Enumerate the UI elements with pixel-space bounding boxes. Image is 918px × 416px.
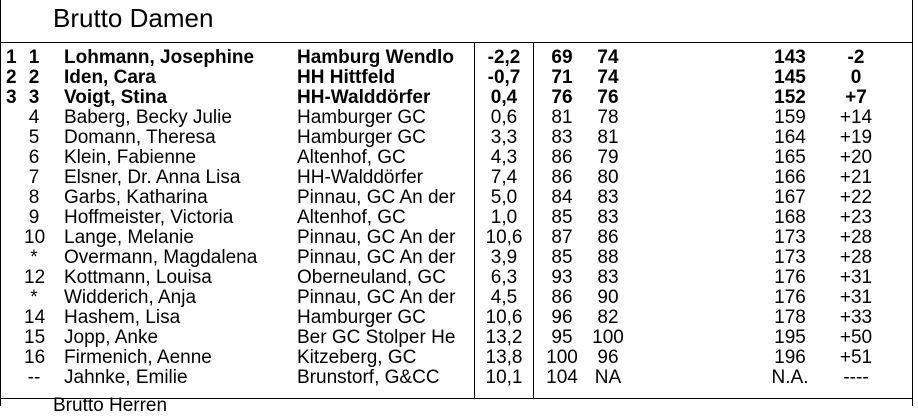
table-row	[0, 108, 918, 128]
round2-score: 78	[597, 107, 619, 128]
rank-cell: 3	[6, 87, 17, 108]
handicap-cell: 0,4	[490, 87, 518, 108]
to-par-score: +7	[845, 87, 867, 108]
club-name: Hamburg Wendlo	[297, 48, 454, 68]
round2-score: 74	[597, 47, 619, 68]
handicap-cell: 4,5	[490, 287, 518, 308]
rank-cell: 1	[6, 47, 17, 68]
round1-score: 100	[546, 347, 578, 368]
to-par-score: +22	[839, 187, 873, 208]
to-par-score: 0	[850, 67, 862, 88]
total-score: 145	[774, 67, 806, 88]
position-cell: 2	[28, 67, 40, 88]
round2-score: 79	[597, 147, 619, 168]
handicap-cell: -2,2	[487, 47, 521, 68]
table-row	[0, 148, 918, 168]
player-name: Voigt, Stina	[64, 88, 168, 108]
round1-score: 69	[551, 47, 573, 68]
handicap-cell: 13,8	[485, 347, 523, 368]
position-cell: 16	[24, 347, 46, 368]
table-row	[0, 208, 918, 228]
club-name: Altenhof, GC	[297, 208, 406, 228]
player-name: Garbs, Katharina	[64, 188, 208, 208]
club-name: Brunstorf, G&CC	[297, 368, 440, 388]
total-score: 165	[774, 147, 806, 168]
round1-score: 87	[551, 227, 573, 248]
handicap-cell: 13,2	[485, 327, 523, 348]
player-name: Hoffmeister, Victoria	[64, 208, 234, 228]
total-score: 176	[774, 267, 806, 288]
player-name: Overmann, Magdalena	[64, 248, 258, 268]
position-cell: *	[30, 287, 38, 308]
handicap-cell: 3,3	[490, 127, 518, 148]
player-name: Hashem, Lisa	[64, 308, 181, 328]
handicap-cell: 1,0	[490, 207, 518, 228]
player-name: Widderich, Anja	[64, 288, 197, 308]
to-par-score: +28	[839, 247, 873, 268]
table-row	[0, 228, 918, 248]
position-cell: 9	[28, 207, 40, 228]
position-cell: 8	[28, 187, 40, 208]
club-name: Hamburger GC	[297, 128, 426, 148]
round2-score: 81	[597, 127, 619, 148]
handicap-cell: 7,4	[490, 167, 518, 188]
round2-score: 100	[592, 327, 624, 348]
round2-score: 80	[597, 167, 619, 188]
round1-score: 86	[551, 167, 573, 188]
club-name: HH Hittfeld	[297, 68, 396, 88]
position-cell: 3	[28, 87, 40, 108]
round1-score: 96	[551, 307, 573, 328]
round2-score: 82	[597, 307, 619, 328]
table-row	[0, 68, 918, 88]
player-name: Lange, Melanie	[64, 228, 194, 248]
club-name: Pinnau, GC An der	[297, 228, 456, 248]
position-cell: 15	[24, 327, 46, 348]
table-row	[0, 128, 918, 148]
player-name: Lohmann, Josephine	[64, 48, 255, 68]
table-row	[0, 308, 918, 328]
table-row	[0, 328, 918, 348]
to-par-score: +23	[839, 207, 873, 228]
to-par-score: +21	[839, 167, 873, 188]
to-par-score: +51	[839, 347, 873, 368]
club-name: Hamburger GC	[297, 308, 426, 328]
table-row	[0, 168, 918, 188]
player-name: Jahnke, Emilie	[64, 368, 188, 388]
club-name: Kitzeberg, GC	[297, 348, 417, 368]
to-par-score: +31	[839, 267, 873, 288]
round2-score: 83	[597, 207, 619, 228]
round2-score: NA	[594, 367, 622, 388]
total-score: 152	[774, 87, 806, 108]
round1-score: 104	[546, 367, 578, 388]
position-cell: 6	[28, 147, 40, 168]
rank-cell: 2	[6, 67, 17, 88]
to-par-score: +20	[839, 147, 873, 168]
to-par-score: ----	[843, 367, 869, 388]
round2-score: 96	[597, 347, 619, 368]
table-row	[0, 348, 918, 368]
total-score: 166	[774, 167, 806, 188]
round2-score: 83	[597, 187, 619, 208]
handicap-cell: 10,6	[485, 307, 523, 328]
results-table	[0, 48, 918, 388]
handicap-cell: 3,9	[490, 247, 518, 268]
table-row	[0, 288, 918, 308]
round1-score: 85	[551, 207, 573, 228]
table-row	[0, 248, 918, 268]
round2-score: 76	[597, 87, 619, 108]
total-score: 195	[774, 327, 806, 348]
round2-score: 86	[597, 227, 619, 248]
total-score: 168	[774, 207, 806, 228]
table-row	[0, 48, 918, 68]
player-name: Jopp, Anke	[64, 328, 159, 348]
total-score: 143	[774, 47, 806, 68]
round1-score: 86	[551, 287, 573, 308]
to-par-score: +50	[839, 327, 873, 348]
table-row	[0, 188, 918, 208]
total-score: 173	[774, 227, 806, 248]
round2-score: 88	[597, 247, 619, 268]
player-name: Baberg, Becky Julie	[64, 108, 232, 128]
handicap-cell: 0,6	[490, 107, 518, 128]
club-name: Hamburger GC	[297, 108, 426, 128]
round1-score: 84	[551, 187, 573, 208]
total-score: 173	[774, 247, 806, 268]
player-name: Elsner, Dr. Anna Lisa	[64, 168, 241, 188]
position-cell: 10	[24, 227, 46, 248]
total-score: 164	[774, 127, 806, 148]
position-cell: --	[27, 367, 41, 388]
round2-score: 74	[597, 67, 619, 88]
round2-score: 83	[597, 267, 619, 288]
position-cell: 12	[24, 267, 46, 288]
section-title: Brutto Damen	[53, 3, 214, 33]
club-name: Ber GC Stolper He	[297, 328, 456, 348]
club-name: Pinnau, GC An der	[297, 188, 456, 208]
round1-score: 86	[551, 147, 573, 168]
handicap-cell: 6,3	[490, 267, 518, 288]
total-score: 167	[774, 187, 806, 208]
position-cell: 5	[28, 127, 40, 148]
club-name: HH-Walddörfer	[297, 168, 423, 188]
player-name: Iden, Cara	[64, 68, 156, 88]
round1-score: 85	[551, 247, 573, 268]
handicap-cell: -0,7	[487, 67, 521, 88]
player-name: Kottmann, Louisa	[64, 268, 212, 288]
player-name: Firmenich, Aenne	[64, 348, 212, 368]
round1-score: 81	[551, 107, 573, 128]
position-cell: *	[30, 247, 38, 268]
round1-score: 76	[551, 87, 573, 108]
to-par-score: +28	[839, 227, 873, 248]
player-name: Domann, Theresa	[64, 128, 216, 148]
to-par-score: +31	[839, 287, 873, 308]
to-par-score: +33	[839, 307, 873, 328]
total-score: 196	[774, 347, 806, 368]
round1-score: 93	[551, 267, 573, 288]
total-score: 159	[774, 107, 806, 128]
header-divider	[0, 42, 913, 43]
club-name: Altenhof, GC	[297, 148, 406, 168]
round1-score: 71	[551, 67, 573, 88]
club-name: Oberneuland, GC	[297, 268, 446, 288]
handicap-cell: 10,6	[485, 227, 523, 248]
to-par-score: +19	[839, 127, 873, 148]
position-cell: 7	[28, 167, 40, 188]
round1-score: 83	[551, 127, 573, 148]
position-cell: 14	[24, 307, 46, 328]
round1-score: 95	[551, 327, 573, 348]
handicap-cell: 4,3	[490, 147, 518, 168]
club-name: Pinnau, GC An der	[297, 288, 456, 308]
table-row	[0, 368, 918, 388]
position-cell: 1	[28, 47, 40, 68]
table-row	[0, 88, 918, 108]
position-cell: 4	[28, 107, 40, 128]
total-score: N.A.	[771, 367, 809, 388]
handicap-cell: 5,0	[490, 187, 518, 208]
round2-score: 90	[597, 287, 619, 308]
to-par-score: -2	[847, 47, 865, 68]
to-par-score: +14	[839, 107, 873, 128]
total-score: 178	[774, 307, 806, 328]
next-section-title: Brutto Herren	[53, 395, 168, 416]
club-name: Pinnau, GC An der	[297, 248, 456, 268]
table-row	[0, 268, 918, 288]
club-name: HH-Walddörfer	[297, 88, 431, 108]
player-name: Klein, Fabienne	[64, 148, 197, 168]
handicap-cell: 10,1	[485, 367, 523, 388]
total-score: 176	[774, 287, 806, 308]
